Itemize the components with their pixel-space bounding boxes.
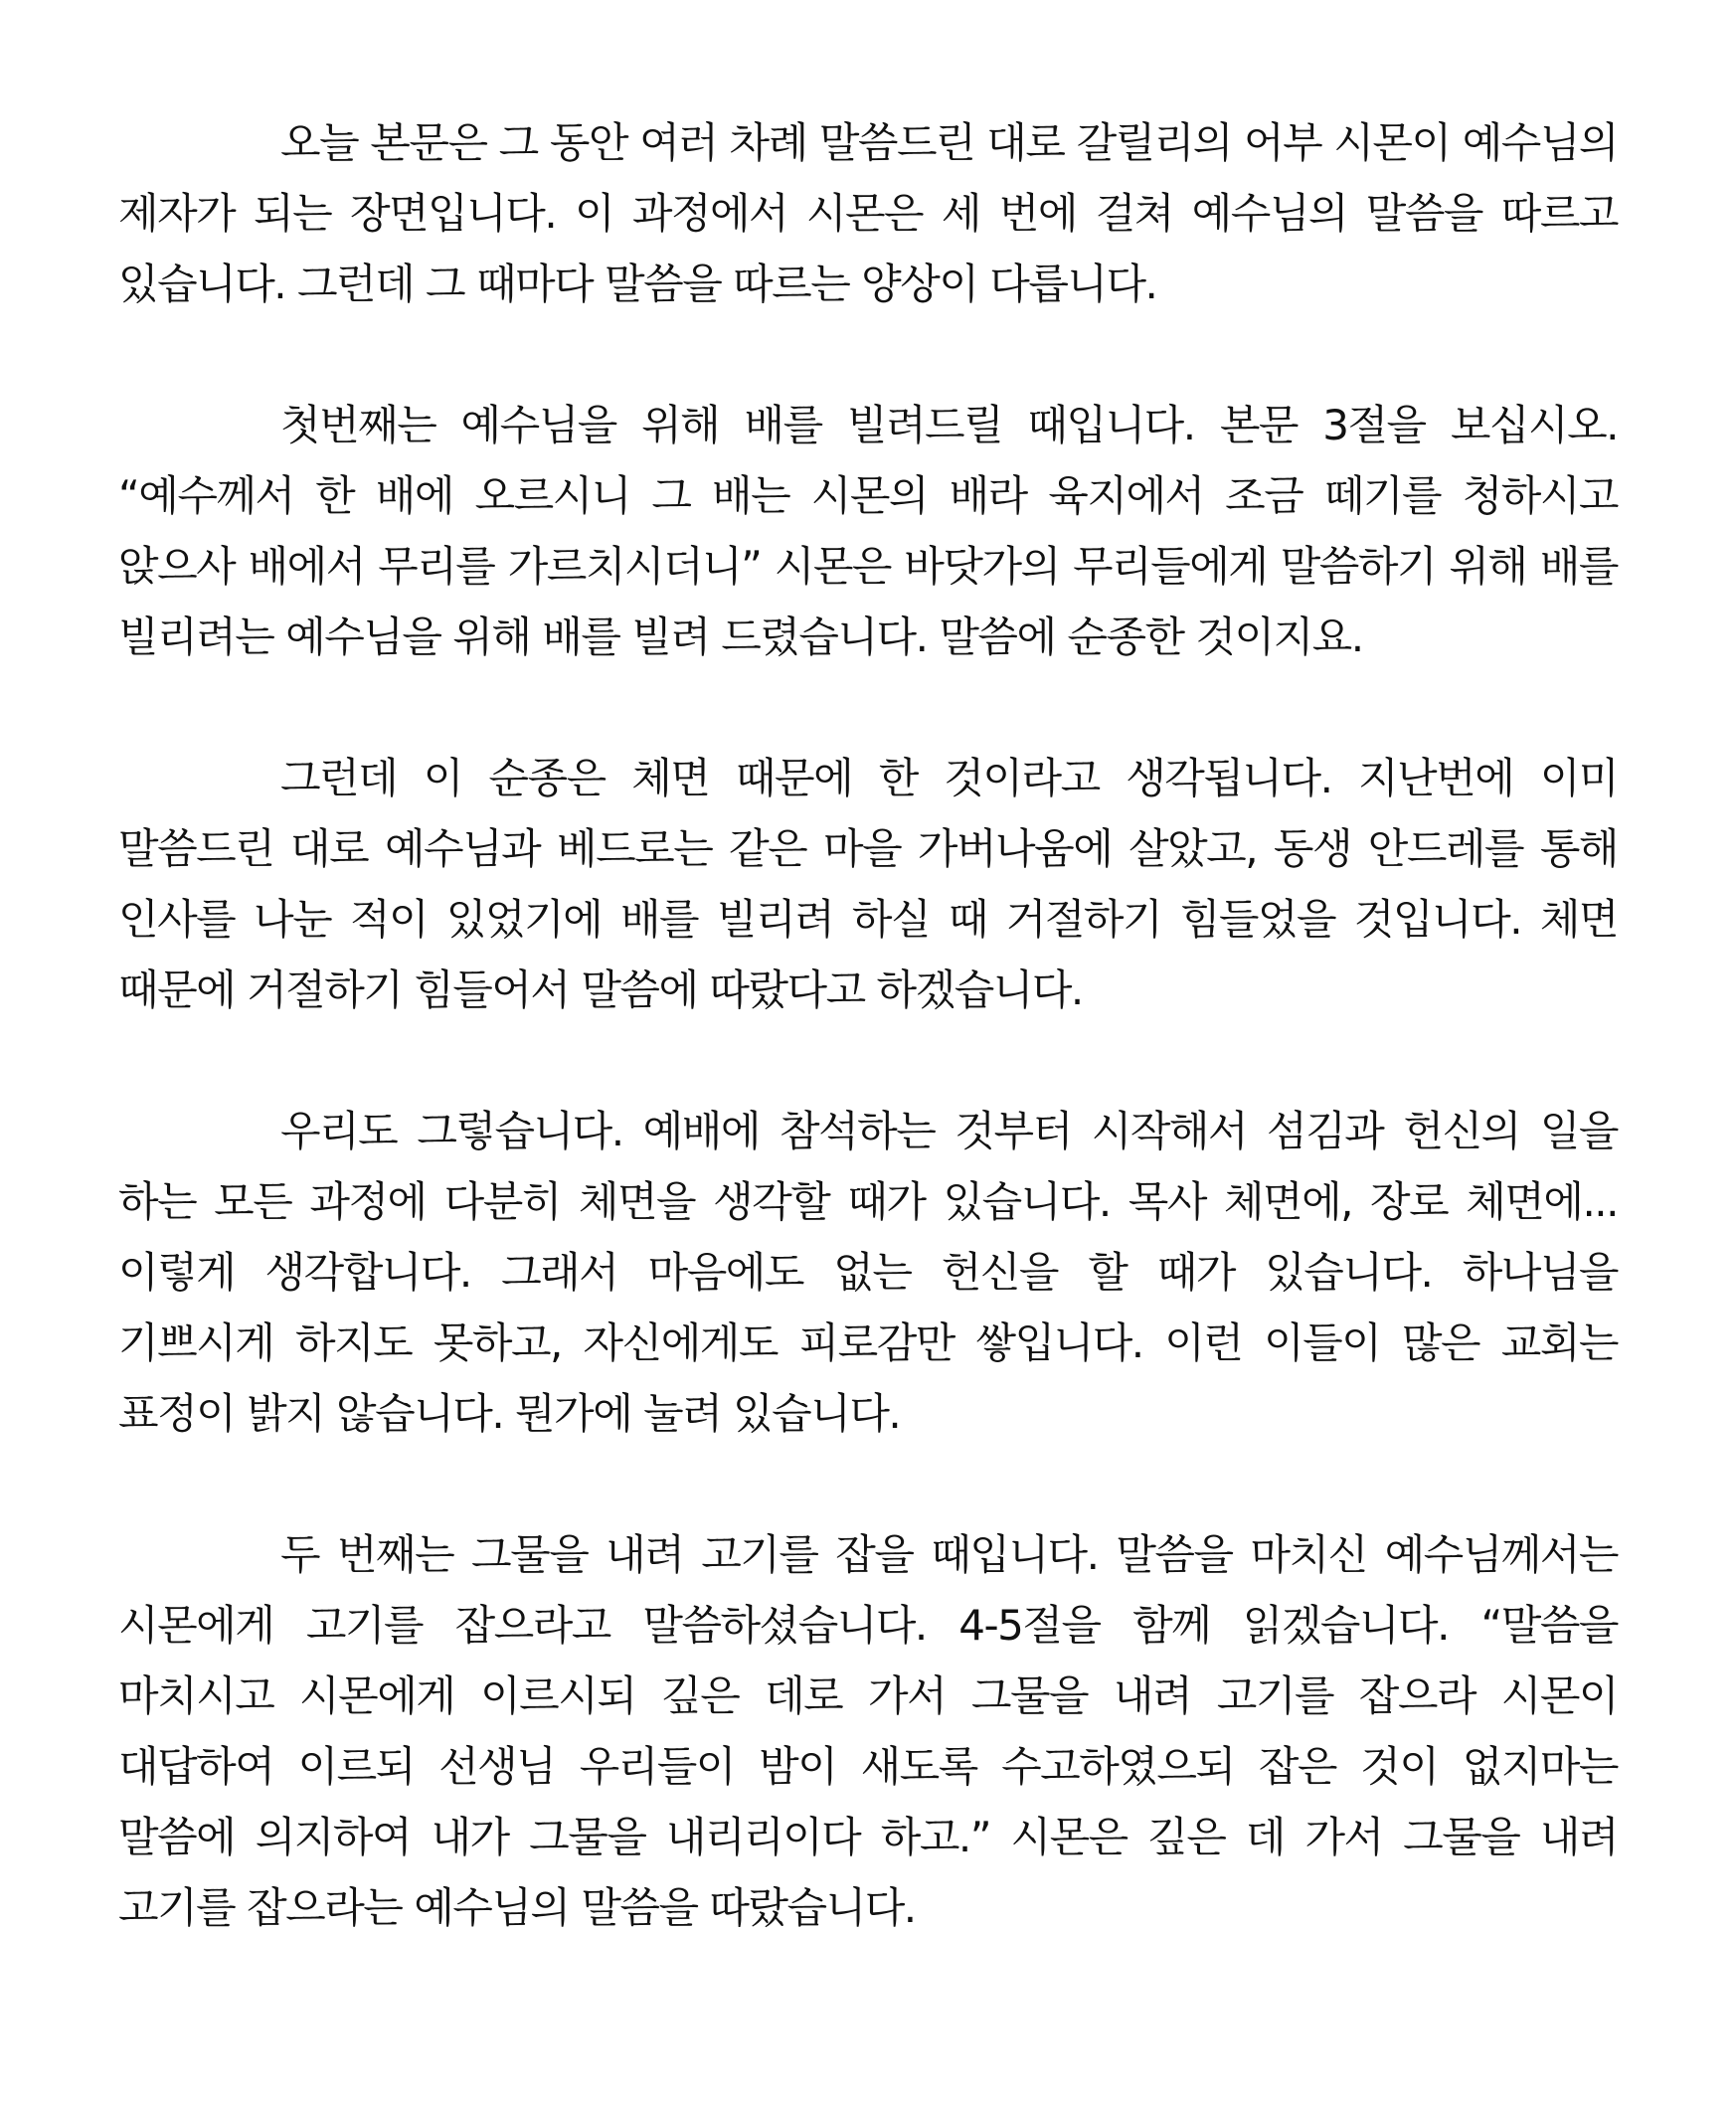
paragraph-2: 첫번째는 예수님을 위해 배를 빌려드릴 때입니다. 본문 3절을 보십시오. “예수께서 한 배에 오르시니 그 배는 시몬의 배라 육지에서 조금 떼기를 청하시고 앉으사 배에서 무리를 가르치시더니” 시몬은 바닷가의 무리들에게 말씀하기 위해 배를 빌리려는 예수님을 위해 배를 빌려 드렸습니다. 말씀에 순종한 것이지요. bbox=[118, 401, 1618, 661]
document-page bbox=[118, 107, 1618, 1943]
paragraph-1: 오늘 본문은 그 동안 여러 차례 말씀드린 대로 갈릴리의 어부 시몬이 예수님의 제자가 되는 장면입니다. 이 과정에서 시몬은 세 번에 걸쳐 예수님의 말씀을 따르고 있습니다. 그런데 그 때마다 말씀을 따르는 양상이 다릅니다. bbox=[118, 118, 1618, 308]
paragraph-4: 우리도 그렇습니다. 예배에 참석하는 것부터 시작해서 섬김과 헌신의 일을 하는 모든 과정에 다분히 체면을 생각할 때가 있습니다. 목사 체면에, 장로 체면에...이렇게 생각합니다. 그래서 마음에도 없는 헌신을 할 때가 있습니다. 하나님을 기쁘시게 하지도 못하고, 자신에게도 피로감만 쌓입니다. 이런 이들이 많은 교회는 표정이 밝지 않습니다. 뭔가에 눌려 있습니다. bbox=[118, 1107, 1618, 1438]
paragraph-5: 두 번째는 그물을 내려 고기를 잡을 때입니다. 말씀을 마치신 예수님께서는 시몬에게 고기를 잡으라고 말씀하셨습니다. 4-5절을 함께 읽겠습니다. “말씀을 마치시고 시몬에게 이르시되 깊은 데로 가서 그물을 내려 고기를 잡으라 시몬이 대답하여 이르되 선생님 우리들이 밤이 새도록 수고하였으되 잡은 것이 없지마는 말씀에 의지하여 내가 그물을 내리리이다 하고.” 시몬은 깊은 데 가서 그물을 내려 고기를 잡으라는 예수님의 말씀을 따랐습니다. bbox=[118, 1530, 1618, 1932]
paragraph-3: 그런데 이 순종은 체면 때문에 한 것이라고 생각됩니다. 지난번에 이미 말씀드린 대로 예수님과 베드로는 같은 마을 가버나움에 살았고, 동생 안드레를 통해 인사를 나눈 적이 있었기에 배를 빌리려 하실 때 거절하기 힘들었을 것입니다. 체면 때문에 거절하기 힘들어서 말씀에 따랐다고 하겠습니다. bbox=[118, 754, 1618, 1014]
